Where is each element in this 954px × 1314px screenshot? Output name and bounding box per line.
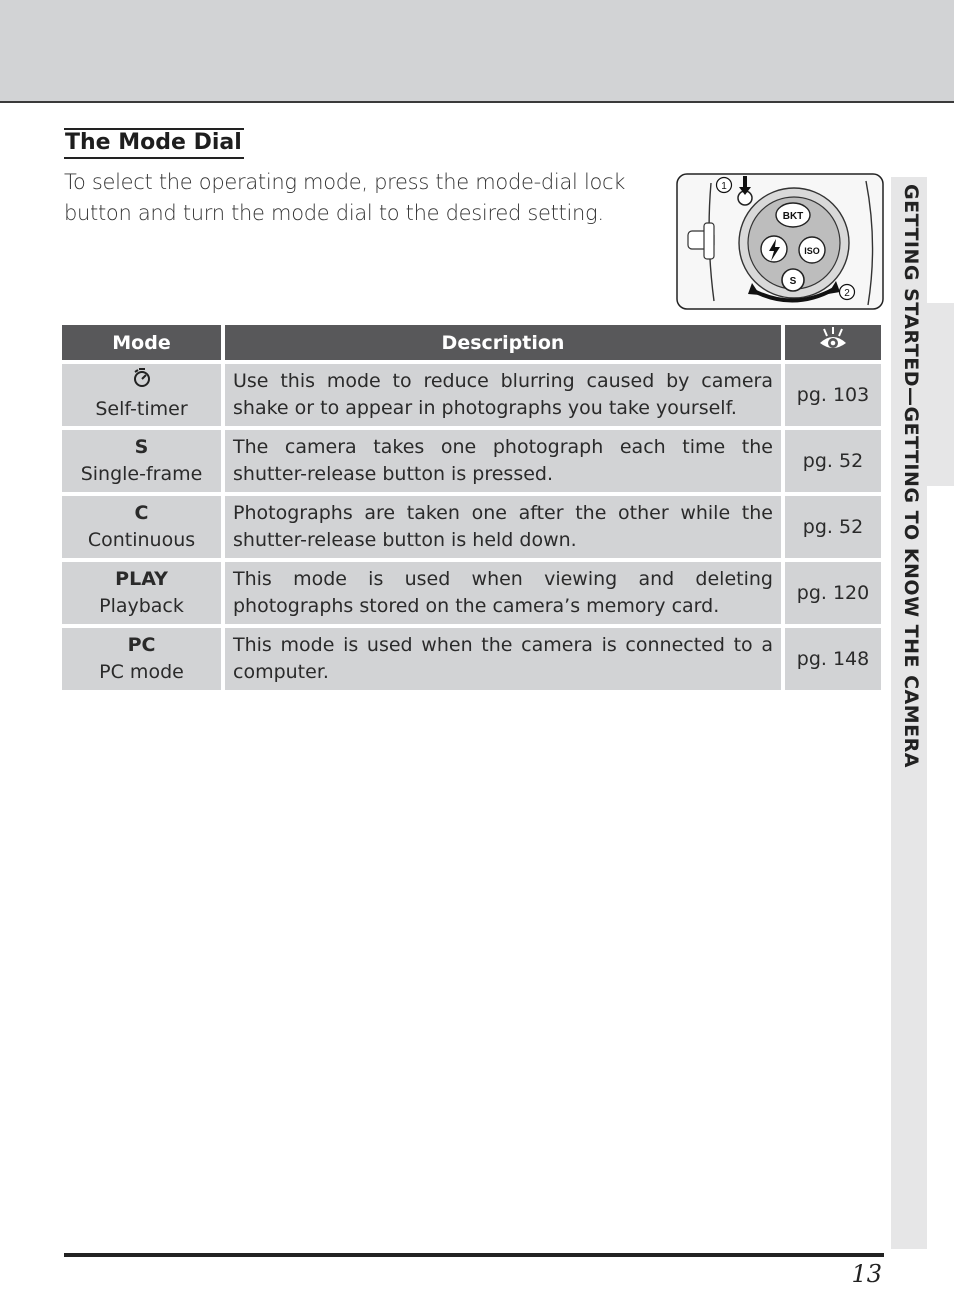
mode-dial-illustration (676, 173, 884, 310)
mode-cell (62, 496, 221, 558)
description-cell: The camera takes one photograph each time the shutter-release button is pressed. (225, 430, 781, 492)
description-cell: Use this mode to reduce blurring caused by camera shake or to appear in photographs you take yourself. (225, 364, 781, 426)
intro-paragraph: To select the operating mode, press the mode-dial lock button and turn the mode dial to the desired setting. (64, 170, 626, 225)
table-row (62, 562, 881, 624)
table-row (62, 364, 881, 426)
footer-rule (64, 1253, 884, 1257)
description-cell: This mode is used when the camera is connected to a computer. (225, 628, 781, 690)
page-reference: pg. 148 (785, 628, 881, 690)
page-reference: pg. 103 (785, 364, 881, 426)
page-reference: pg. 52 (785, 496, 881, 558)
callout-2: 2 (844, 288, 850, 299)
mode-name: Single-frame (80, 463, 203, 485)
callout-1: 1 (721, 181, 727, 192)
dial-bkt-label: BKT (782, 211, 804, 222)
section-title: The Mode Dial (64, 128, 244, 159)
dial-s-label: S (789, 276, 797, 287)
description-cell: This mode is used when viewing and deleting photographs stored on the camera’s memory card. (225, 562, 781, 624)
header-band (0, 0, 954, 103)
page-reference: pg. 52 (785, 430, 881, 492)
header-reference (785, 325, 881, 360)
mode-cell (62, 628, 221, 690)
mode-cell (62, 562, 221, 624)
table-row (62, 496, 881, 558)
mode-name: Continuous (87, 529, 196, 551)
mode-name: PC mode (99, 661, 184, 683)
mode-code: S (134, 436, 149, 458)
eye-icon (817, 327, 849, 353)
table-row (62, 430, 881, 492)
table-row (62, 628, 881, 690)
self-timer-icon (70, 368, 213, 396)
dial-iso-label: ISO (804, 246, 820, 256)
mode-code: PC (127, 634, 156, 656)
page-number: 13 (851, 1260, 882, 1288)
table-header-row (62, 325, 881, 360)
mode-name: Self-timer (95, 397, 188, 420)
chapter-title: GETTING STARTED—GETTING TO KNOW THE CAMERA (900, 184, 922, 768)
mode-table (58, 321, 885, 694)
chapter-tab-marker (927, 303, 954, 486)
mode-name: Playback (99, 595, 184, 617)
header-mode: Mode (62, 325, 221, 360)
mode-code: C (134, 502, 149, 524)
mode-cell (62, 364, 221, 426)
mode-code: PLAY (115, 568, 168, 590)
mode-cell (62, 430, 221, 492)
description-cell: Photographs are taken one after the other while the shutter-release button is held down. (225, 496, 781, 558)
page-reference: pg. 120 (785, 562, 881, 624)
header-description: Description (225, 325, 781, 360)
